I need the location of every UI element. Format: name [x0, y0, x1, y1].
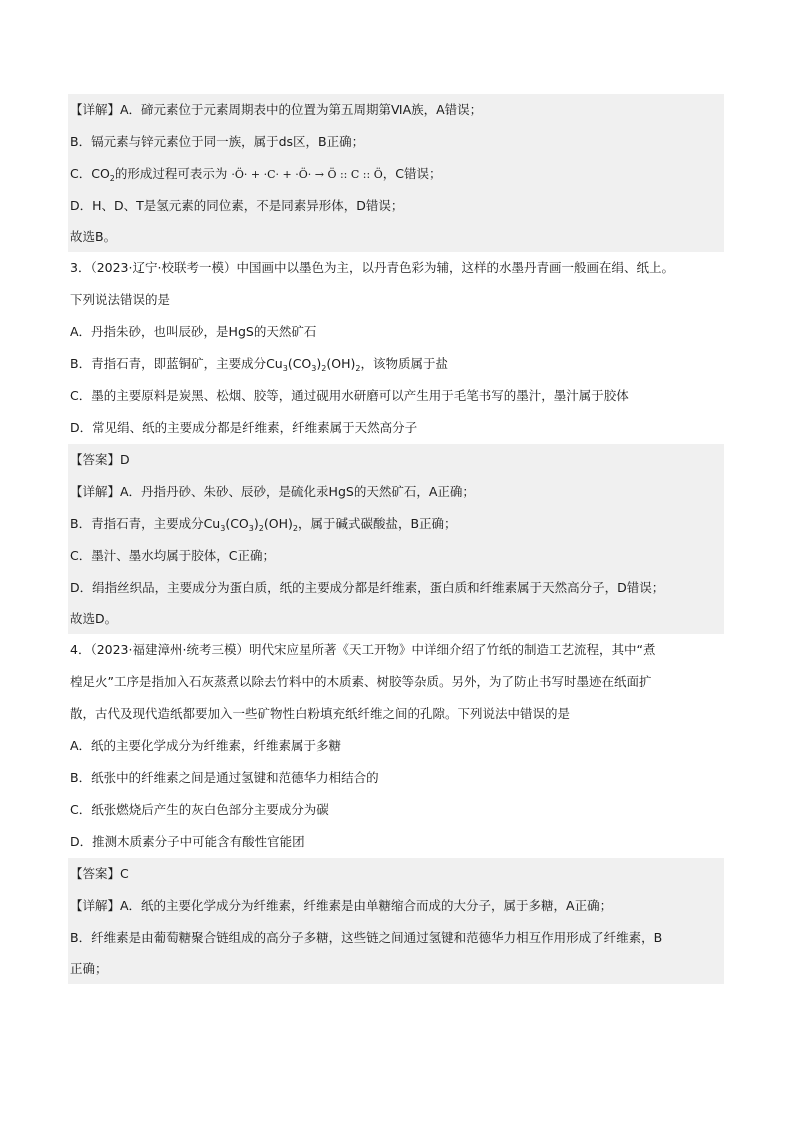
- explanation-line: D．H、D、T是氢元素的同位素，不是同素异形体，D错误；: [68, 190, 724, 222]
- electron-dot-formula: ·Ö· + ·C· + ·Ö· → Ö :: C :: Ö: [231, 168, 383, 181]
- explanation-line: 【详解】A．丹指丹砂、朱砂、辰砂，是硫化汞HgS的天然矿石，A正确；: [68, 476, 724, 508]
- question-stem: 3．（2023·辽宁·校联考一模）中国画中以墨色为主，以丹青色彩为辅，这样的水墨丹青画一般画在绢、纸上。: [70, 260, 674, 275]
- explanation-line: 故选B。: [68, 222, 724, 252]
- explanation-line: C．$CO_2$的形成过程可表示为 ·Ö· + ·C· + ·Ö· → Ö :: C :: Ö，C错误；: [68, 158, 724, 190]
- explanation-line: 【详解】A．纸的主要化学成分为纤维素，纤维素是由单糖缩合而成的大分子，属于多糖，A正确；: [68, 890, 724, 922]
- option-d: D．常见绢、纸的主要成分都是纤维素，纤维素属于天然高分子: [70, 420, 418, 435]
- answer-label: 【答案】C: [68, 858, 724, 890]
- option-c: C．墨的主要原料是炭黑、松烟、胶等，通过砚用水研磨可以产生用于毛笔书写的墨汁，墨汁属于胶体: [70, 388, 629, 403]
- option-a: A．纸的主要化学成分为纤维素，纤维素属于多糖: [70, 738, 342, 753]
- option-b: B．青指石青，即蓝铜矿，主要成分$Cu_3(CO_3)_2(OH)_2$，该物质属于盐: [70, 356, 448, 373]
- option-d: D．推测木质素分子中可能含有酸性官能团: [70, 834, 305, 849]
- option-b: B．纸张中的纤维素之间是通过氢键和范德华力相结合的: [70, 770, 379, 785]
- document-page: [68, 94, 724, 984]
- explanation-line: 正确；: [68, 954, 724, 984]
- question-stem: 散，古代及现代造纸都要加入一些矿物性白粉填充纸纤维之间的孔隙。下列说法中错误的是: [70, 706, 571, 721]
- question-stem: 楻足火”工序是指加入石灰蒸煮以除去竹料中的木质素、树胶等杂质。另外，为了防止书写时墨迹在纸面扩: [70, 674, 652, 689]
- explanation-line: B．镉元素与锌元素位于同一族，属于ds区，B正确；: [68, 126, 724, 158]
- question-stem: 4．（2023·福建漳州·统考三模）明代宋应星所著《天工开物》中详细介绍了竹纸的制造工艺流程，其中“煮: [70, 642, 656, 657]
- option-a: A．丹指朱砂，也叫辰砂，是HgS的天然矿石: [70, 324, 317, 339]
- explanation-line: D．绢指丝织品，主要成分为蛋白质，纸的主要成分都是纤维素，蛋白质和纤维素属于天然高分子，D错误；: [68, 572, 724, 604]
- answer-label: 【答案】D: [68, 444, 724, 476]
- option-c: C．纸张燃烧后产生的灰白色部分主要成分为碳: [70, 802, 329, 817]
- explanation-line: 【详解】A．碲元素位于元素周期表中的位置为第五周期第ⅥA族，A错误；: [68, 94, 724, 126]
- question-stem: 下列说法错误的是: [70, 292, 171, 307]
- explanation-line: C．墨汁、墨水均属于胶体，C正确；: [68, 540, 724, 572]
- explanation-line: 故选D。: [68, 604, 724, 634]
- explanation-line: B．纤维素是由葡萄糖聚合链组成的高分子多糖，这些链之间通过氢键和范德华力相互作用形成了纤维素，B: [68, 922, 724, 954]
- explanation-line: B．青指石青，主要成分$Cu_3(CO_3)_2(OH)_2$，属于碱式碳酸盐，B正确；: [68, 508, 724, 540]
